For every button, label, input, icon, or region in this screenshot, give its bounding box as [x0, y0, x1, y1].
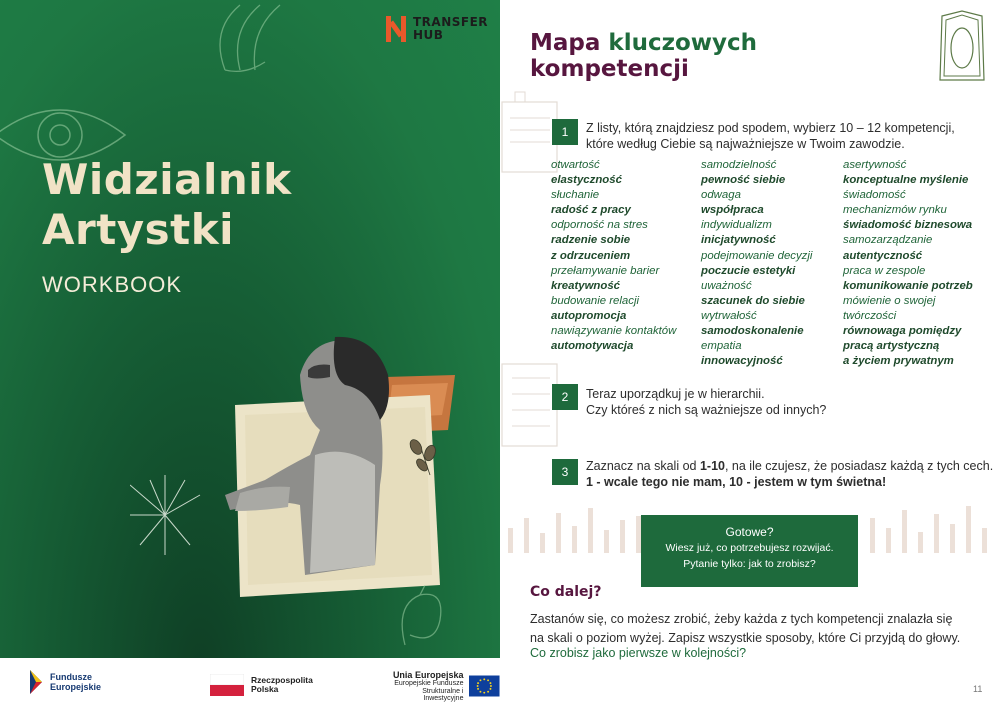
step-2-line2: Czy któreś z nich są ważniejsze od innych?	[586, 403, 827, 417]
competency-item: samodzielność	[701, 159, 777, 171]
competency-item: świadomość	[843, 189, 906, 202]
competency-item: słuchanie	[551, 189, 600, 202]
competency-item: a życiem prywatnym	[843, 355, 954, 368]
competency-item: empatia	[701, 340, 742, 353]
competency-item: radość z pracy	[551, 204, 631, 217]
competency-item: inicjatywność	[701, 234, 776, 247]
brand-line1: TRANSFER	[413, 15, 489, 29]
competency-item: szacunek do siebie	[701, 294, 805, 307]
collage-illustration	[130, 335, 460, 605]
ue-title: Unia Europejska	[392, 670, 464, 680]
title-word2: kluczowych	[608, 30, 758, 56]
ready-callout	[641, 515, 858, 587]
competency-item: nawiązywanie kontaktów	[551, 325, 677, 338]
fund-line1: Fundusze	[50, 672, 92, 682]
competency-item: odwaga	[701, 189, 741, 202]
ready-title: Gotowe?	[725, 525, 774, 539]
step-3-line2: 1 - wcale tego nie mam, 10 - jestem w tym świetna!	[586, 475, 887, 489]
competency-item: samozarządzanie	[843, 234, 933, 247]
competency-item: współpraca	[701, 204, 764, 217]
competency-item: odporność na stres	[551, 219, 648, 232]
brand-line2: HUB	[413, 28, 444, 42]
step-2-text	[586, 386, 826, 418]
cover-subtitle: WORKBOOK	[42, 272, 183, 297]
competency-item: przełamywanie barier	[551, 264, 660, 277]
competency-item: autopromocja	[551, 309, 627, 322]
mirror-frame-icon	[934, 10, 990, 82]
step-3-scale: 1-10	[699, 459, 725, 473]
cover-title-line1: Widzialnik	[42, 155, 292, 204]
step-number-3: 3	[552, 459, 578, 485]
competency-item: elastyczność	[551, 174, 622, 187]
competency-column-2	[701, 158, 812, 369]
next-para-line1: Zastanów się, co możesz zrobić, żeby każda z tych kompetencji znalazła się	[530, 612, 953, 626]
competency-item: innowacyjność	[701, 355, 783, 368]
step-3-line1: Zaznacz na skali od	[586, 459, 700, 473]
rp-line1: Rzeczpospolita	[251, 675, 313, 685]
content-page	[500, 0, 1000, 708]
competency-item: indywidualizm	[701, 219, 772, 232]
competency-item: kreatywność	[551, 279, 621, 292]
competency-column-3	[843, 158, 973, 369]
competency-item: poczucie estetyki	[701, 264, 796, 277]
competency-item: twórczości	[843, 309, 897, 322]
page-number: 11	[973, 684, 983, 694]
ue-line1: Europejskie Fundusze	[394, 680, 464, 687]
step-2-line1: Teraz uporządkuj je w hierarchii.	[586, 387, 765, 401]
next-paragraph	[530, 610, 990, 648]
competency-item: mówienie o swojej	[843, 294, 936, 307]
ue-line2: Strukturalne i Inwestycyjne	[422, 687, 464, 702]
unia-europejska-logo	[384, 670, 500, 703]
leaf-doodle-icon	[205, 0, 295, 80]
funding-footer	[0, 658, 500, 708]
polish-flag-icon	[210, 674, 244, 696]
title-line2: kompetencji	[530, 56, 689, 82]
step-1-line2: które według Ciebie są najważniejsze w Twoim zawodzie.	[586, 137, 905, 151]
competency-item: otwartość	[551, 159, 600, 171]
rzeczpospolita-polska-logo	[210, 674, 313, 696]
competency-item: asertywność	[843, 159, 907, 171]
step-1-text	[586, 120, 955, 152]
fundusze-star-icon	[28, 668, 44, 696]
rp-line2: Polska	[251, 684, 279, 694]
next-question: Co zrobisz jako pierwsze w kolejności?	[530, 646, 747, 660]
competency-item: budowanie relacji	[551, 294, 640, 307]
fundusze-europejskie-logo	[28, 668, 101, 696]
competency-column-1	[551, 158, 676, 354]
next-heading: Co dalej?	[530, 584, 602, 600]
competency-item: praca w zespole	[843, 264, 926, 277]
ready-line1: Wiesz już, co potrzebujesz rozwijać.	[665, 542, 834, 554]
transfer-hub-mark-icon	[385, 14, 407, 44]
title-word1: Mapa	[530, 30, 601, 56]
ready-line2: Pytanie tylko: jak to zrobisz?	[683, 558, 816, 570]
eu-flag-icon	[469, 675, 500, 697]
competency-item: podejmowanie decyzji	[701, 249, 813, 262]
step-3-line1-end: , na ile czujesz, że posiadasz każdą z tych cech.	[724, 459, 994, 473]
competency-item: świadomość biznesowa	[843, 219, 973, 232]
cover-title	[42, 155, 292, 255]
step-number-1: 1	[552, 119, 578, 145]
competency-item: samodoskonalenie	[701, 325, 804, 338]
competency-item: konceptualne myślenie	[843, 174, 969, 187]
competency-item: komunikowanie potrzeb	[843, 279, 973, 292]
step-number-2: 2	[552, 384, 578, 410]
step-3-text	[586, 458, 993, 490]
swirl-doodle-icon	[390, 585, 450, 655]
competency-item: pracą artystyczną	[843, 340, 940, 353]
competency-item: uważność	[701, 279, 752, 292]
next-para-line2: na skali o poziom wyżej. Zapisz wszystkie sposoby, które Ci przyjdą do głowy.	[530, 631, 961, 645]
competency-item: mechanizmów rynku	[843, 204, 947, 217]
transfer-hub-logo	[385, 14, 488, 44]
competency-item: automotywacja	[551, 340, 634, 353]
page-title	[530, 30, 757, 82]
competency-item: wytrwałość	[701, 309, 757, 322]
competency-item: równowaga pomiędzy	[843, 325, 962, 338]
competency-item: radzenie sobie	[551, 234, 631, 247]
fund-line2: Europejskie	[50, 682, 102, 692]
cover-title-line2: Artystki	[42, 205, 235, 254]
step-1-line1: Z listy, którą znajdziesz pod spodem, wybierz 10 – 12 kompetencji,	[586, 121, 955, 135]
competency-item: autentyczność	[843, 249, 923, 262]
competency-item: pewność siebie	[701, 174, 786, 187]
competency-item: z odrzuceniem	[551, 249, 631, 262]
